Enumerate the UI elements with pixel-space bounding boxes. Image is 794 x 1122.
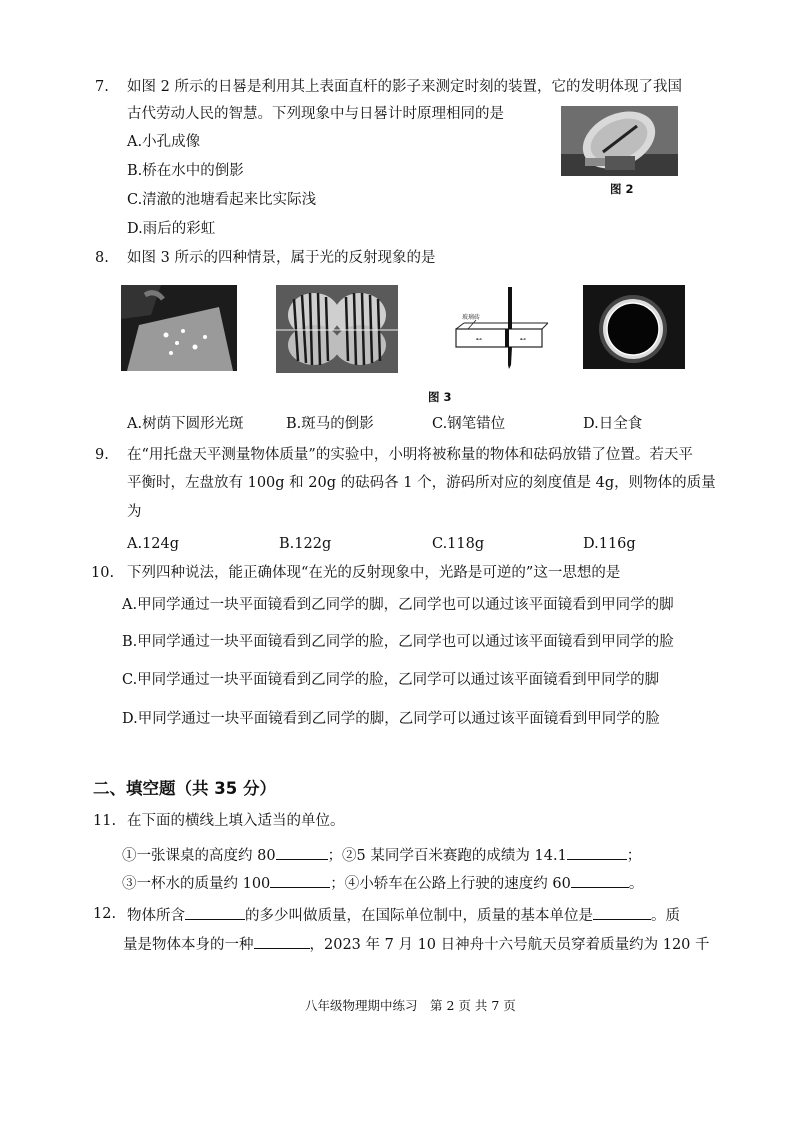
q11-row1: [122, 845, 641, 865]
svg-text:⊷: ⊷: [520, 336, 526, 343]
zebra-reflection-photo: [276, 285, 398, 373]
q12-text-3: 。质: [651, 908, 680, 924]
section2-heading: 二、填空题（共 35 分）: [93, 779, 276, 798]
q8-option-c: C.钢笔错位: [432, 416, 506, 432]
q12-blank-3[interactable]: [254, 934, 310, 949]
q12-number: 12.: [93, 906, 117, 922]
light-spots-photo: [121, 285, 237, 371]
q7-option-d: D.雨后的彩虹: [127, 221, 216, 237]
q9-number: 9.: [95, 447, 109, 463]
q8-option-a: A.树荫下圆形光斑: [127, 416, 244, 432]
q12-line1: [127, 905, 680, 925]
q9-option-d: D.116g: [583, 536, 636, 552]
q12-text-4: 量是物体本身的一种: [123, 937, 254, 953]
q11-blank-2[interactable]: [567, 845, 627, 860]
q11-row2-end: 。: [628, 876, 644, 892]
q8-options: [127, 415, 727, 435]
q11-item3-text: ③一杯水的质量约 100: [122, 876, 271, 892]
q12-text-1: 物体所含: [127, 908, 185, 924]
q8-stem: 如图 3 所示的四种情景，属于光的反射现象的是: [127, 250, 436, 266]
q7-option-a: A.小孔成像: [127, 134, 201, 150]
figure2-caption: 图 2: [610, 182, 634, 196]
q8-option-d: D.日全食: [583, 416, 643, 432]
q9-stem-line2: 平衡时，左盘放有 100g 和 20g 的砝码各 1 个，游码所对应的刻度值是 4g，则物体的质量: [127, 475, 716, 491]
q11-blank-1[interactable]: [276, 845, 328, 860]
q12-blank-2[interactable]: [593, 905, 651, 920]
q7-stem-line1: 如图 2 所示的日晷是利用其上表面直杆的影子来测定时刻的装置，它的发明体现了我国: [127, 79, 682, 95]
q12-blank-1[interactable]: [185, 905, 245, 920]
q9-stem-line3: 为: [127, 504, 142, 520]
q7-number: 7.: [95, 79, 109, 95]
q11-blank-4[interactable]: [571, 873, 629, 888]
q8-option-b: B.斑马的倒影: [286, 416, 374, 432]
q11-blank-3[interactable]: [270, 873, 330, 888]
q10-number: 10.: [91, 565, 115, 581]
solar-eclipse-photo: [583, 285, 685, 369]
q12-line2: [123, 934, 710, 954]
q9-option-b: B.122g: [279, 536, 332, 552]
q11-item4-text: ；④小轿车在公路上行驶的速度约 60: [330, 876, 571, 892]
q9-option-c: C.118g: [432, 536, 485, 552]
glass-block-label: 玻璃砖: [462, 314, 481, 321]
q10-stem: 下列四种说法，能正确体现“在光的反射现象中，光路是可逆的”这一思想的是: [127, 565, 621, 581]
q10-option-c: C.甲同学通过一块平面镜看到乙同学的脸，乙同学可以通过该平面镜看到甲同学的脚: [122, 672, 660, 688]
q11-row2: [122, 873, 643, 893]
q8-number: 8.: [95, 250, 109, 266]
q9-stem-line1: 在“用托盘天平测量物体质量”的实验中，小明将被称量的物体和砝码放错了位置。若天平: [127, 447, 693, 463]
q10-option-d: D.甲同学通过一块平面镜看到乙同学的脚，乙同学可以通过该平面镜看到甲同学的脸: [122, 711, 660, 727]
pen-in-glass-block-figure: [448, 285, 548, 371]
q11-number: 11.: [93, 813, 117, 829]
q7-stem-line2: 古代劳动人民的智慧。下列现象中与日晷计时原理相同的是: [127, 106, 504, 122]
q9-options: [127, 535, 727, 555]
q10-option-b: B.甲同学通过一块平面镜看到乙同学的脸，乙同学也可以通过该平面镜看到甲同学的脸: [122, 634, 674, 650]
q7-option-b: B.桥在水中的倒影: [127, 163, 244, 179]
q10-option-a: A.甲同学通过一块平面镜看到乙同学的脚，乙同学也可以通过该平面镜看到甲同学的脚: [122, 597, 674, 613]
sundial-photo: [561, 106, 678, 176]
q11-item2-text: ；②5 某同学百米赛跑的成绩为 14.1: [327, 848, 567, 864]
svg-text:⊷: ⊷: [476, 336, 482, 343]
figure3-caption: 图 3: [428, 390, 452, 404]
q7-option-c: C.清澈的池塘看起来比实际浅: [127, 192, 317, 208]
q9-option-a: A.124g: [127, 536, 180, 552]
q11-row1-end: ；: [626, 848, 642, 864]
page-footer: 八年级物理期中练习 第 2 页 共 7 页: [305, 998, 516, 1013]
q12-text-5: ，2023 年 7 月 10 日神舟十六号航天员穿着质量约为 120 千: [309, 937, 710, 953]
q12-text-2: 的多少叫做质量，在国际单位制中，质量的基本单位是: [245, 908, 593, 924]
q11-item1-text: ①一张课桌的高度约 80: [122, 848, 276, 864]
q11-stem: 在下面的横线上填入适当的单位。: [127, 813, 345, 829]
